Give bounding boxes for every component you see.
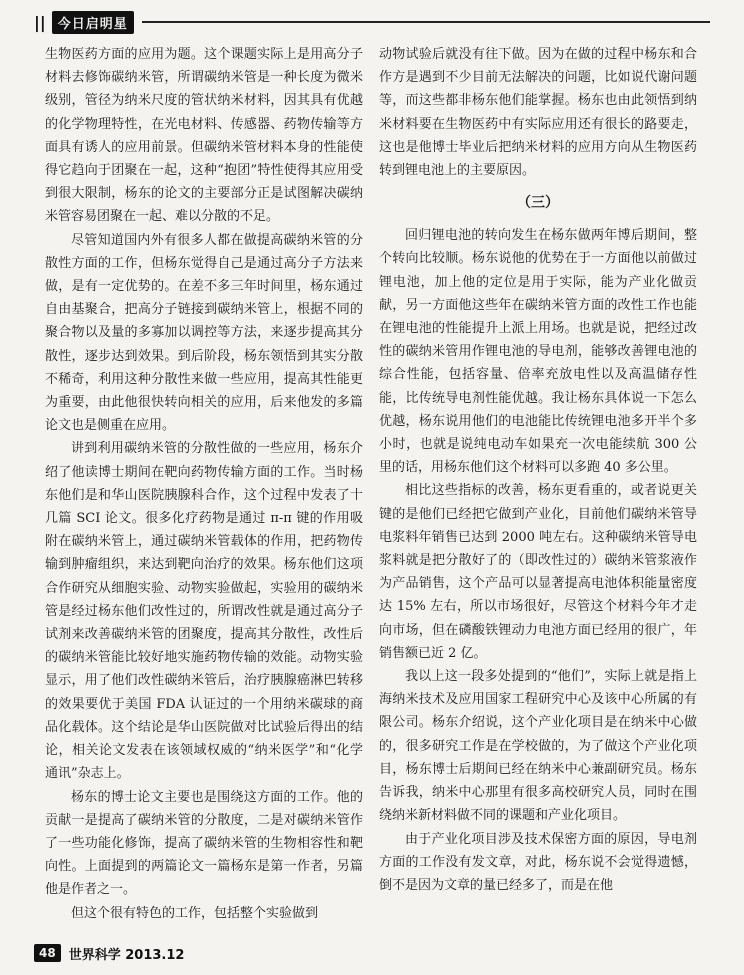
paragraph: 尽管知道国内外有很多人都在做提高碳纳米管的分散性方面的工作，但杨东觉得自己是通过高分子方法来做，是有一定优势的。在差不多三年时间里，杨东通过自由基聚合，把高分子链接到碳纳米管上，根据不同的聚合物以及量的多寡加以调控等方法，来逐步提高其分散性，逐步达到效果。到后阶段，杨东领悟到其实分散不稀奇，利用这种分散性来做一些应用，提高其性能更为重要，由此他很快转向相关的应用，后来他发的多篇论文也是侧重在应用。: [45, 232, 363, 434]
paragraph: 由于产业化项目涉及技术保密方面的原因，导电剂方面的工作没有发文章，对此，杨东说不会觉得遗憾，倒不是因为文章的量已经多了，而是在他: [379, 831, 697, 893]
page-number: 48: [34, 944, 61, 962]
header-bars: ||: [34, 12, 46, 32]
header-rule: [142, 21, 710, 23]
paragraph: 相比这些指标的改善，杨东更看重的，或者说更关键的是他们已经把它做到产业化，目前他们碳纳米管导电浆料年销售已达到 2000 吨左右。这种碳纳米管导电浆料就是把分散好了的（即改性过的）碳纳米管浆液作为产品销售，这个产品可以显著提高电池体积能量密度达 15% 左右，所以市场很好，尽管这个材料今年才走向市场，但在磷酸铁锂动力电池方面已经用的很广，年销售额已近 2 亿。: [379, 483, 697, 661]
paragraph: 我以上这一段多处提到的“他们”，实际上就是指上海纳米技术及应用国家工程研究中心及该中心所属的有限公司。杨东介绍说，这个产业化项目是在纳米中心做的，很多研究工作是在学校做的，为了做这个产业化项目，杨东博士后期间已经在纳米中心兼副研究员。杨东告诉我，纳米中心那里有很多高校研究人员，同时在围绕纳米新材料做不同的课题和产业化项目。: [379, 669, 697, 824]
page-footer: [34, 942, 184, 964]
paragraph: 动物试验后就没有往下做。因为在做的过程中杨东和合作方是遇到不少目前无法解决的问题，比如说代谢问题等，而这些都非杨东他们能掌握。杨东也由此领悟到纳米材料要在生物医药中有实际应用还有很长的路要走，这也是他博士毕业后把纳米材料的应用方向从生物医药转到锂电池上的主要原因。: [379, 47, 697, 179]
header-title: 今日启明星: [52, 11, 134, 34]
paragraph: 生物医药方面的应用为题。这个课题实际上是用高分子材料去修饰碳纳米管，所谓碳纳米管是一种长度为微米级别，管径为纳米尺度的管状纳米材料，因其具有优越的化学物理特性，在光电材料、传感器、药物传输等方面具有诱人的应用前景。但碳纳米管材料本身的性能使得它趋向于团聚在一起，这种“抱团”特性使得其应用受到很大限制，杨东的论文的主要部分正是试图解决碳纳米管容易团聚在一起、难以分散的不足。: [45, 47, 363, 225]
paragraph: 但这个很有特色的工作，包括整个实验做到: [71, 905, 319, 921]
section-heading: （三）: [517, 195, 559, 212]
paragraph: 回归锂电池的转向发生在杨东做两年博后期间，整个转向比较顺。杨东说他的优势在于一方面他以前做过锂电池，加上他的定位是用于实际，能为产业化做贡献，另一方面他这些年在碳纳米管方面的改性工作也能在锂电池的性能提升上派上用场。也就是说，把经过改性的碳纳米管用作锂电池的导电剂，能够改善锂电池的综合性能，包括容量、倍率充放电性以及高温储存性能，比传统导电剂性能优越。我让杨东具体说一下怎么优越，杨东说用他们的电池能比传统锂电池多开半个多小时，也就是说纯电动车如果充一次电能续航 300 公里的话，用杨东他们这个材料可以多跑 40 多公里。: [379, 228, 697, 476]
left-column: [45, 43, 363, 925]
paragraph: 讲到利用碳纳米管的分散性做的一些应用，杨东介绍了他读博士期间在靶向药物传输方面的工作。当时杨东他们是和华山医院胰腺科合作，这个过程中发表了十几篇 SCI 论文。很多化疗药物是通过 π-π 键的作用吸附在碳纳米管上，通过碳纳米管载体的作用，把药物传输到肿瘤组织，来达到靶向治疗的效果。杨东他们这项合作研究从细胞实验、动物实验做起，实验用的碳纳米管是经过杨东他们改性过的，所谓改性就是通过高分子试剂来改善碳纳米管的团聚度，提高其分散性，改性后的碳纳米管能比较好地实施药物传输的效能。动物实验显示，用了他们改性碳纳米管后，治疗胰腺癌淋巴转移的效果要优于美国 FDA 认证过的一个用纳米碳球的商品化载体。这个结论是华山医院做对比试验后得出的结论，相关论文发表在该领域权威的“纳米医学”和“化学通讯”杂志上。: [45, 441, 363, 782]
right-column: [379, 43, 697, 897]
paragraph: 杨东的博士论文主要也是围绕这方面的工作。他的贡献一是提高了碳纳米管的分散度，二是对碳纳米管作了一些功能化修饰，提高了碳纳米管的生物相容性和靶向性。上面提到的两篇论文一篇杨东是第一作者，另篇他是作者之一。: [45, 789, 363, 898]
journal-issue: 世界科学 2013.12: [68, 947, 185, 963]
running-header: [34, 8, 710, 36]
